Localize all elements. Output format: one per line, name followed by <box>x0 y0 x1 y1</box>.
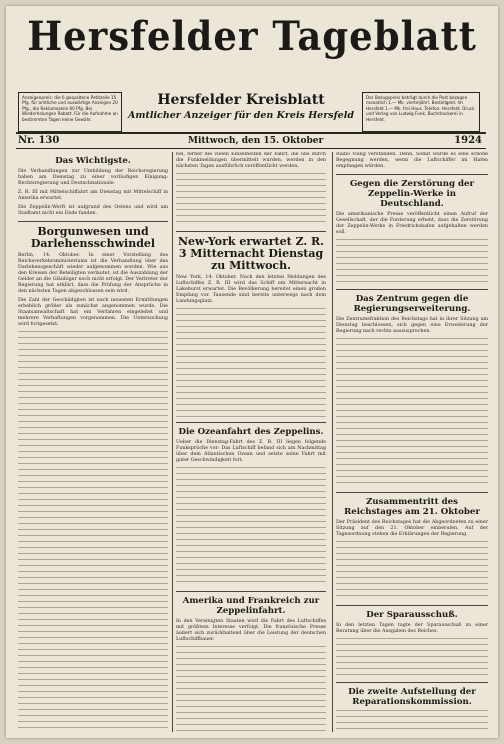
article-headline: Das Wichtigste. <box>55 156 131 166</box>
divider <box>336 492 488 493</box>
article-headline: Die zweite Aufstellung der Reparationskommission. <box>348 687 476 707</box>
article-text: New York, 14. Oktober. Nach den letzten Meldungen des Luftschiffes Z. R. III wird das Schiff um Mitternacht in Lakehurst erwartet. Die Bevölkerung bereitet einen großen Empfang vor. Tausende sind bereits unterwegs nach dem Landungsplatz. <box>176 275 326 304</box>
article-text: Die Zeppelin-Werft ist aufgrund des Ostens und wird am Stadtamt nicht ein Ende fanden. <box>18 205 168 216</box>
newspaper-page <box>6 6 498 738</box>
article-headline: New-York erwartet Z. R. 3 Mitternacht Dienstag zu Mittwoch. <box>177 235 324 272</box>
divider <box>336 605 488 606</box>
article-text: bei, ferner die vielen Einzelheiten der Fahrt, die uns durch die Funkmeldungen übermittelt wurden, werden in den nächsten Tagen ausführlich veröffentlicht werden. <box>176 152 326 169</box>
article-headline: Zusammentritt des Reichstages am 21. Oktober <box>344 497 480 517</box>
masthead-subtitle: Hersfelder Kreisblatt <box>157 92 325 108</box>
issue-date: Mittwoch, den 15. Oktober <box>188 136 324 146</box>
article-text: Die Verhandlungen zur Umbildung der Reichsregierung haben am Dienstag zu einer vorläufigen Einigung: Rechtsregierung und Deutschnationale. <box>18 169 168 186</box>
masthead-subline: Amtlicher Anzeiger für den Kreis Hersfeld <box>128 110 354 121</box>
issue-year: 1924 <box>454 135 482 146</box>
article-text: In den Vereinigten Staaten wird die Fahrt des Luftschiffes mit größtem Interesse verfolgt. Die französische Presse äußert sich zurückhaltend über die Leistung der deutschen Luftschiffbauer. <box>176 619 326 642</box>
subscription-notice: Der Bezugspreis beträgt durch die Post bezogen monatlich 1.— Mk. vierteljährl. Bestellgeld. Im Hersfeld 1.— Mk. frei Haus. Telefon: Hersfeld. Druck und Verlag von Ludwig Funk, Buchdruckerei in Hersfeld. <box>362 92 480 132</box>
masthead-title: Hersfelder Tageblatt <box>27 12 477 60</box>
article-headline: Der Sparausschuß. <box>366 610 458 620</box>
divider <box>336 174 488 175</box>
divider <box>18 221 168 222</box>
article-headline: Gegen die Zerstörung der Zeppelin-Werke in Deutschland. <box>349 179 475 209</box>
divider <box>176 422 326 423</box>
article-headline: Das Zentrum gegen die Regierungserweiterung. <box>353 294 471 314</box>
article-text: Ueber die Dienstag-Fahrt des Z. R. III liegen folgende Funksprüche vor: Das Luftschiff befand sich am Nachmittag über dem Atlantischen Ozean und setzte seine Fahrt mit guter Geschwindigkeit fort. <box>176 440 326 463</box>
divider <box>176 231 326 232</box>
article-text: In den letzten Tagen tagte der Sparausschuß zu einer Beratung über die Ausgaben des Reiches. <box>336 623 488 634</box>
column-divider <box>332 152 333 732</box>
divider <box>176 591 326 592</box>
article-body-lines <box>18 331 168 732</box>
article-text: Radio völlig verstanden. Denn, Somit würde es eine schöne Begegnung werden, wenn die Luftschiffer im Hafen empfangen würden. <box>336 152 488 169</box>
article-headline: Amerika und Frankreich zur Zeppelinfahrt. <box>182 596 320 616</box>
article-text: Berlin, 14. Oktober. In einer Vorstellung des Reichsverkehrsministeriums ist die Verhandlung über das Darlehensgeschäft wieder aufgenommen worden. Wie aus den Kreisen der Beteiligten verlautet, ist die Auszahlung der Gelder an die Gläubiger noch nicht erfolgt. Der Vertreter der Regierung hat erklärt, dass die Prüfung der Ansprüche in den nächsten Tagen abgeschlossen sein wird. <box>18 253 168 294</box>
divider <box>336 682 488 683</box>
issue-number: Nr. 130 <box>18 135 60 146</box>
article-headline: Borgunwesen und Darlehensschwindel <box>30 225 156 250</box>
article-body-lines <box>176 467 326 587</box>
date-bar <box>16 132 486 149</box>
article-body-lines <box>176 646 326 732</box>
article-body-lines <box>176 173 326 227</box>
article-text: Die amerikanische Presse veröffentlicht einen Aufruf der Gesellschaft, der die Forderung erhebt, dass die Zerstörung der Zeppelin-Werke in Friedrichshafen aufgehalten werden soll. <box>336 212 488 235</box>
column-1 <box>18 152 168 732</box>
article-headline: Die Ozeanfahrt des Zeppelins. <box>178 427 324 437</box>
article-body-lines <box>336 239 488 285</box>
article-body-lines <box>336 710 488 732</box>
column-divider <box>172 152 173 732</box>
article-body-lines <box>336 541 488 601</box>
article-body-lines <box>336 638 488 678</box>
advertising-rates-notice: Anzeigenpreis: die 6 gespaltene Petitzeile 15 Pfg. für amtliche und auswärtige Anzeigen 20 Pfg., die Reklamezeile 60 Pfg. Bei Wiederholungen Rabatt. Für die Aufnahme an bestimmten Tagen keine Gewähr. <box>18 92 122 132</box>
article-text: Z. R. III mit Mittelschiffahrt am Dienstag mit Mittelschiff in Amerika erwartet. <box>18 190 168 201</box>
article-text: Die Zahl der Geschädigten ist nach neuesten Ermittlungen erheblich größer als zunächst angenommen wurde. Die Staatsanwaltschaft hat ein Verfahren eingeleitet und mehrere Verhaftungen vorgenommen. Die Untersuchung wird fortgesetzt. <box>18 298 168 327</box>
column-3 <box>336 152 488 732</box>
divider <box>336 289 488 290</box>
article-body-lines <box>176 308 326 418</box>
article-text: Der Präsident des Reichstages hat die Abgeordneten zu einer Sitzung auf den 21. Oktober einberufen. Auf der Tagesordnung stehen die Erklärungen der Regierung. <box>336 520 488 537</box>
article-text: Die Zentrumsfraktion des Reichstags hat in ihrer Sitzung am Dienstag beschlossen, sich gegen eine Erweiterung der Regierung nach rechts auszusprechen. <box>336 317 488 334</box>
column-2 <box>176 152 326 732</box>
article-body-lines <box>336 338 488 488</box>
